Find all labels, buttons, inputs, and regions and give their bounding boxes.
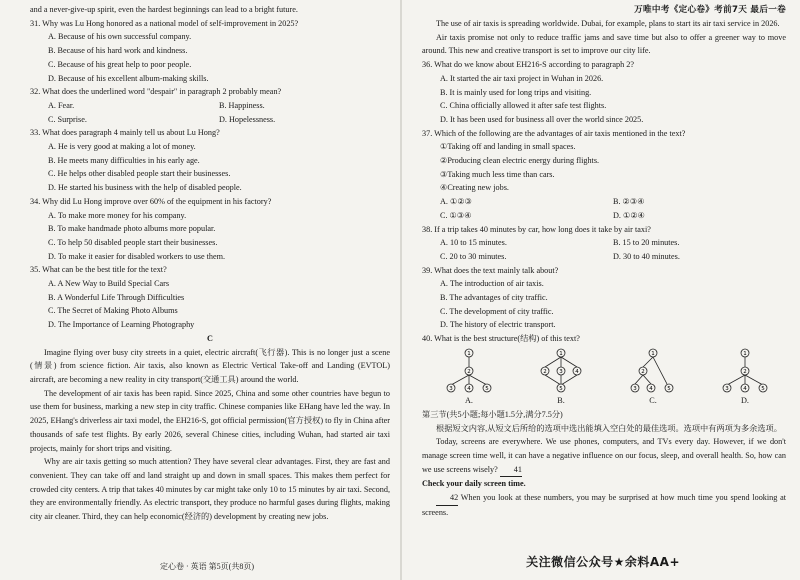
structure-diagram-c (618, 348, 688, 406)
cloze-text: Today, screens are everywhere. We use phones, computers, and TVs every day. However, if we don't manage screen time well, it can have a negative influence on our focus, sleep, and overall health. So, how can we use screens wisely? (422, 437, 786, 474)
option: B. It is mainly used for long trips and visiting. (440, 87, 592, 97)
question-stem: 37. Which of the following are the advantages of air taxis mentioned in the text? (422, 128, 686, 138)
question-32 (30, 85, 390, 126)
svg-text:1: 1 (651, 350, 655, 357)
passage-paragraph: Air taxis promise not only to reduce traffic jams and save time but also to offer a greener way to move around. This new and creative transport is set to improve our city life. (422, 32, 786, 56)
question-stem: 32. What does the underlined word "despair" in paragraph 2 probably mean? (30, 87, 282, 97)
question-stem: 33. What does paragraph 4 mainly tell us about Lu Hong? (30, 128, 220, 138)
structure-diagram-a (434, 348, 504, 406)
blank-42[interactable]: 42 (436, 491, 458, 506)
option: D. The history of electric transport. (440, 320, 556, 330)
option-pair (30, 113, 390, 127)
structure-tree-c (623, 348, 683, 394)
option: D. ①②④ (613, 210, 646, 220)
svg-text:1: 1 (559, 350, 563, 357)
option: D. Because of his excellent album-making skills. (48, 73, 209, 83)
svg-text:3: 3 (559, 368, 563, 375)
option: A. The introduction of air taxis. (440, 279, 544, 289)
question-36 (422, 58, 786, 127)
svg-text:2: 2 (641, 368, 645, 375)
option-pair (422, 236, 786, 250)
svg-text:4: 4 (467, 385, 471, 392)
section-title: 第三节(共5小题;每小题1.5分,满分7.5分) (422, 409, 563, 419)
svg-text:5: 5 (667, 385, 671, 392)
cloze-paragraph (422, 435, 786, 477)
page-header-title: 万唯中考《定心卷》考前7天 最后一卷 (634, 5, 786, 15)
svg-text:5: 5 (761, 385, 765, 392)
question-31 (30, 17, 390, 86)
option: B. ②③④ (613, 197, 645, 207)
question-stem: 39. What does the text mainly talk about? (422, 265, 559, 275)
structure-label: A. (465, 395, 473, 405)
structure-label: B. (557, 395, 565, 405)
svg-text:1: 1 (743, 350, 747, 357)
option: B. To make handmade photo albums more popular. (48, 224, 216, 234)
question-34 (30, 195, 390, 264)
list-item: ①Taking off and landing in small spaces. (440, 142, 576, 152)
option: A. It started the air taxi project in Wuhan in 2026. (440, 73, 604, 83)
question-35 (30, 263, 390, 332)
svg-text:4: 4 (649, 385, 653, 392)
passage-paragraph: Imagine flying over busy city streets in a quiet, electric aircraft(飞行器). This is no longer just a scene (情景) from science fiction. Air taxis, also known as Electric Vertical Take-off and Landing (EVTOL) aircraft, are becoming a new reality in city transport(交通工具) around the world. (30, 347, 390, 384)
question-33 (30, 126, 390, 195)
structure-tree-d (715, 348, 775, 394)
option: D. It has been used for business all over the world since 2025. (440, 114, 644, 124)
question-38 (422, 223, 786, 264)
option: C. To help 50 disabled people start their businesses. (48, 237, 218, 247)
right-page (402, 0, 800, 580)
cloze-paragraph-2 (422, 491, 786, 519)
option: A. Because of his own successful company. (48, 32, 192, 42)
question-stem: 36. What do we know about EH216-S according to paragraph 2? (422, 60, 634, 70)
svg-text:2: 2 (743, 368, 747, 375)
structure-diagrams (422, 346, 786, 406)
option: A. A New Way to Build Special Cars (48, 279, 170, 289)
structure-tree-a (439, 348, 499, 394)
svg-text:2: 2 (467, 368, 471, 375)
option: D. The Importance of Learning Photography (48, 320, 195, 330)
option: C. The development of city traffic. (440, 306, 554, 316)
option: A. ①②③ (440, 197, 473, 207)
option: C. 20 to 30 minutes. (440, 251, 507, 261)
question-stem: 35. What can be the best title for the text? (30, 265, 167, 275)
svg-text:4: 4 (743, 385, 747, 392)
watermark-text: 关注微信公众号★余料AA+ (526, 555, 680, 570)
option: C. He helps other disabled people start their businesses. (48, 169, 231, 179)
structure-label: D. (741, 395, 749, 405)
blank-41[interactable]: 41 (500, 463, 522, 478)
option: A. Fear. (48, 100, 75, 110)
svg-text:4: 4 (575, 368, 579, 375)
option: C. Because of his great help to poor people. (48, 59, 192, 69)
section-instruction: 根据短文内容,从短文后所给的选项中选出能填入空白处的最佳选项。选项中有两项为多余选项。 (436, 423, 782, 433)
option: A. To make more money for his company. (48, 210, 187, 220)
option: D. Hopelessness. (219, 114, 276, 124)
question-stem: 40. What is the best structure(结构) of this text? (422, 334, 580, 344)
structure-label: C. (649, 395, 657, 405)
question-stem: 38. If a trip takes 40 minutes by car, how long does it take by air taxi? (422, 224, 651, 234)
svg-text:3: 3 (449, 385, 453, 392)
structure-diagram-d (710, 348, 780, 406)
passage-paragraph: Why are air taxis getting so much attention? They have several clear advantages. First, they are fast and convenient. They can take off and land straight up and down in small spaces. This makes them perfect for crowded city centers. A trip that takes 40 minutes by car might take only 10 to 15 minutes by air taxi. Second, they are environmentally friendly. As electric transport, they produce no harmful gases during flights, making city air cleaner. Third, they can help economic(经济的) development by creating new jobs. (30, 457, 390, 522)
option: C. China officially allowed it after safe test flights. (440, 101, 607, 111)
svg-text:3: 3 (633, 385, 637, 392)
option: A. 10 to 15 minutes. (440, 238, 507, 248)
option: D. 30 to 40 minutes. (613, 251, 680, 261)
svg-text:5: 5 (485, 385, 489, 392)
option: B. Happiness. (219, 100, 265, 110)
left-intro-line: and a never-give-up spirit, even the hardest beginnings can lead to a bright future. (30, 5, 298, 14)
question-stem: 34. Why did Lu Hong improve over 60% of the equipment in his factory? (30, 196, 272, 206)
option-pair (30, 99, 390, 113)
option: B. A Wonderful Life Through Difficulties (48, 292, 185, 302)
option: B. Because of his hard work and kindness. (48, 46, 188, 56)
cloze-heading: Check your daily screen time. (422, 479, 526, 489)
list-item: ②Producing clean electric energy during flights. (440, 156, 600, 166)
option: C. ①③④ (440, 210, 472, 220)
option: A. He is very good at making a lot of money. (48, 142, 196, 152)
section-c-heading: C (207, 333, 213, 343)
option: D. To make it easier for disabled workers to use them. (48, 251, 226, 261)
list-item: ④Creating new jobs. (440, 183, 509, 193)
structure-diagram-b (526, 348, 596, 406)
cloze-text: When you look at these numbers, you may be surprised at how much time you spend looking at screens. (422, 493, 787, 517)
question-stem: 31. Why was Lu Hong honored as a national model of self-improvement in 2025? (30, 18, 299, 28)
option: B. The advantages of city traffic. (440, 293, 548, 303)
option: C. The Secret of Making Photo Albums (48, 306, 178, 316)
option: D. He started his business with the help of disabled people. (48, 183, 242, 193)
structure-tree-b (531, 348, 591, 394)
list-item: ③Taking much less time than cars. (440, 169, 555, 179)
question-40 (422, 332, 786, 406)
passage-paragraph: The use of air taxis is spreading worldwide. Dubai, for example, plans to start its air taxi service in 2026. (436, 19, 780, 28)
question-39 (422, 264, 786, 333)
option-pair (422, 209, 786, 223)
option: B. 15 to 20 minutes. (613, 238, 680, 248)
option: C. Surprise. (48, 114, 87, 124)
option-pair (422, 195, 786, 209)
svg-text:1: 1 (467, 350, 471, 357)
option: B. He meets many difficulties in his early age. (48, 155, 200, 165)
option-pair (422, 250, 786, 264)
svg-text:5: 5 (559, 385, 563, 392)
passage-paragraph: The development of air taxis has been rapid. Since 2025, China and some other countries have begun to use them for business, marking a new step in city traffic. Chinese companies like EHang have led the way. In 2025, EHang's driverless air taxi model, the EH216-S, got official permission(官方授权) to fly in China after thousands of safe test flights. By early 2026, several Chinese cities, including Wuhan, had started air taxi projects, mainly for short trips and visiting. (30, 388, 390, 453)
question-37 (422, 127, 786, 223)
page-footer: 定心卷 · 英语 第5页(共8页) (160, 562, 254, 572)
svg-text:3: 3 (725, 385, 729, 392)
svg-text:2: 2 (543, 368, 547, 375)
